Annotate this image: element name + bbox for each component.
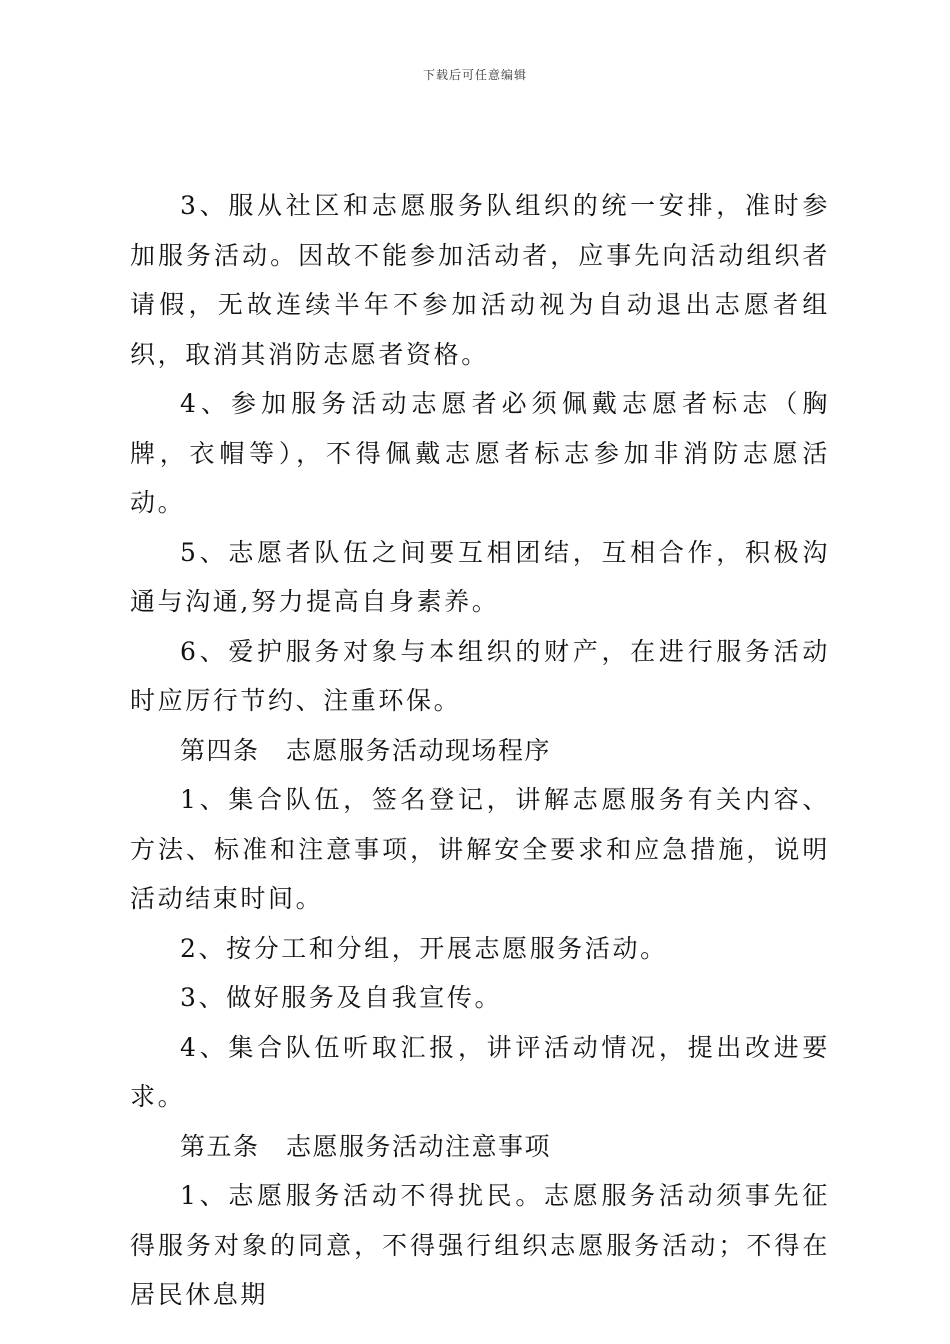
paragraph-article4-item2: 2、按分工和分组，开展志愿服务活动。: [180, 933, 668, 963]
paragraph-article3-item6: 6、爱护服务对象与本组织的财产，在进行服务活动时应厉行节约、注重环保。: [130, 636, 830, 715]
paragraph-article3-item3: 3、服从社区和志愿服务队组织的统一安排，准时参加服务活动。因故不能参加活动者，应事先向活动组织者请假，无故连续半年不参加活动视为自动退出志愿者组织，取消其消防志愿者资格。: [130, 191, 830, 369]
paragraph-article4-item1: 1、集合队伍，签名登记，讲解志愿服务有关内容、方法、标准和注意事项，讲解安全要求和应急措施，说明活动结束时间。: [130, 785, 830, 913]
page-header: 下载后可任意编辑: [422, 68, 527, 82]
paragraph-article3-item4: 4、参加服务活动志愿者必须佩戴志愿者标志（胸牌，衣帽等），不得佩戴志愿者标志参加非消防志愿活动。: [130, 389, 830, 517]
document-body: [130, 181, 830, 1320]
paragraph-article4-item4: 4、集合队伍听取汇报，讲评活动情况，提出改进要求。: [130, 1032, 830, 1111]
paragraph-article3-item5: 5、志愿者队伍之间要互相团结，互相合作，积极沟通与沟通,努力提高自身素养。: [130, 537, 830, 616]
article-5-heading: 第五条 志愿服务活动注意事项: [180, 1131, 552, 1161]
article-4-heading: 第四条 志愿服务活动现场程序: [180, 735, 552, 765]
paragraph-article5-item1: 1、志愿服务活动不得扰民。志愿服务活动须事先征得服务对象的同意，不得强行组织志愿服务活动；不得在居民休息期: [130, 1181, 830, 1309]
paragraph-article4-item3: 3、做好服务及自我宣传。: [180, 983, 503, 1012]
